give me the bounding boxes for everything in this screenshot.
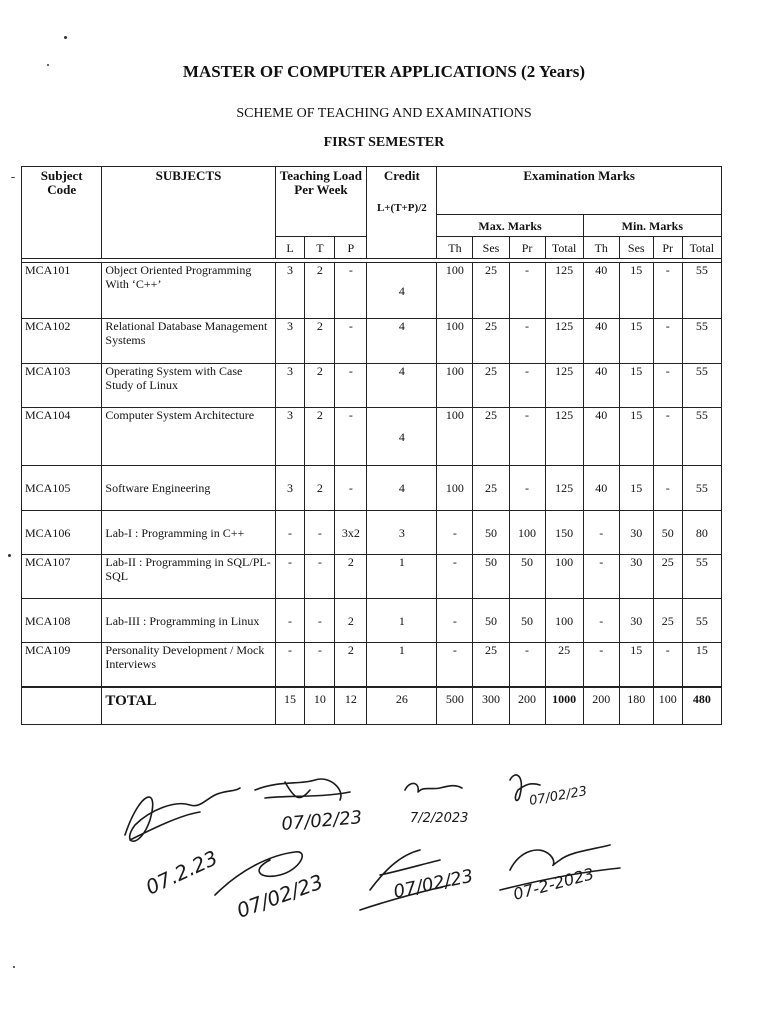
t-value: 2 bbox=[305, 408, 335, 466]
semester-heading: FIRST SEMESTER bbox=[323, 135, 445, 150]
table-row bbox=[22, 555, 722, 599]
max-pr-value: - bbox=[509, 263, 545, 319]
l-value: - bbox=[275, 643, 305, 687]
l-value: - bbox=[275, 599, 305, 643]
subject-code: MCA107 bbox=[22, 555, 102, 599]
t-value: 2 bbox=[305, 263, 335, 319]
max-th-header: Th bbox=[437, 237, 473, 259]
min-ses-value: 30 bbox=[619, 555, 653, 599]
min-th-value: 40 bbox=[583, 408, 619, 466]
t-value: - bbox=[305, 511, 335, 555]
table-row bbox=[22, 319, 722, 364]
subject-name: Lab-III : Programming in Linux bbox=[102, 599, 275, 643]
subject-name: Computer System Architecture bbox=[102, 408, 275, 466]
subject-code: MCA104 bbox=[22, 408, 102, 466]
min-pr-value: 25 bbox=[653, 599, 682, 643]
scheme-subtitle: SCHEME OF TEACHING AND EXAMINATIONS bbox=[236, 106, 532, 121]
max-pr-value: - bbox=[509, 643, 545, 687]
max-th-value: - bbox=[437, 555, 473, 599]
table-row bbox=[22, 364, 722, 408]
total-row bbox=[22, 687, 722, 725]
total-label: TOTAL bbox=[102, 687, 275, 725]
max-pr-value: 50 bbox=[509, 599, 545, 643]
min-total-value: 55 bbox=[682, 263, 721, 319]
max-ses-value: 25 bbox=[473, 263, 509, 319]
p-value: 2 bbox=[335, 643, 367, 687]
max-pr-value: - bbox=[509, 466, 545, 511]
max-marks-header: Max. Marks bbox=[437, 215, 583, 237]
l-value: 3 bbox=[275, 466, 305, 511]
credit-header bbox=[367, 167, 437, 259]
t-value: - bbox=[305, 643, 335, 687]
total-max-th: 500 bbox=[437, 687, 473, 725]
min-pr-value: 50 bbox=[653, 511, 682, 555]
total-min-ses: 180 bbox=[619, 687, 653, 725]
t-header: T bbox=[305, 237, 335, 259]
max-total-value: 125 bbox=[545, 263, 583, 319]
max-ses-value: 25 bbox=[473, 466, 509, 511]
table-row bbox=[22, 408, 722, 466]
l-value: 3 bbox=[275, 263, 305, 319]
credit-formula: L+(T+P)/2 bbox=[376, 202, 427, 214]
min-ses-value: 15 bbox=[619, 466, 653, 511]
signature-date-4: 07/02/23 bbox=[528, 784, 589, 809]
p-value: - bbox=[335, 364, 367, 408]
min-th-value: 40 bbox=[583, 466, 619, 511]
min-ses-value: 15 bbox=[619, 408, 653, 466]
p-value: 2 bbox=[335, 555, 367, 599]
max-th-value: 100 bbox=[437, 364, 473, 408]
scan-speck bbox=[11, 177, 15, 178]
p-header: P bbox=[335, 237, 367, 259]
min-th-value: - bbox=[583, 599, 619, 643]
subject-name: Software Engineering bbox=[102, 466, 275, 511]
subject-name: Lab-II : Programming in SQL/PL-SQL bbox=[102, 555, 275, 599]
max-total-value: 150 bbox=[545, 511, 583, 555]
max-th-value: - bbox=[437, 511, 473, 555]
min-th-value: 40 bbox=[583, 364, 619, 408]
signature-date-6: 07/02/23 bbox=[391, 865, 476, 903]
table-row bbox=[22, 263, 722, 319]
teaching-load-header: Teaching Load Per Week bbox=[275, 167, 367, 237]
subject-code-header: Subject Code bbox=[22, 167, 102, 259]
t-value: - bbox=[305, 555, 335, 599]
min-pr-value: - bbox=[653, 466, 682, 511]
min-pr-header: Pr bbox=[653, 237, 682, 259]
min-pr-value: - bbox=[653, 643, 682, 687]
subject-name: Lab-I : Programming in C++ bbox=[102, 511, 275, 555]
credit-value: 4 bbox=[367, 263, 437, 319]
table-row bbox=[22, 599, 722, 643]
t-value: 2 bbox=[305, 466, 335, 511]
max-pr-value: - bbox=[509, 319, 545, 364]
min-ses-value: 15 bbox=[619, 319, 653, 364]
signatures-area bbox=[0, 760, 768, 940]
min-ses-value: 30 bbox=[619, 511, 653, 555]
max-pr-value: - bbox=[509, 408, 545, 466]
min-pr-value: 25 bbox=[653, 555, 682, 599]
signature-date-1: 07.2.23 bbox=[141, 845, 222, 900]
max-th-value: 100 bbox=[437, 319, 473, 364]
p-value: 3x2 bbox=[335, 511, 367, 555]
max-ses-value: 50 bbox=[473, 555, 509, 599]
p-value: - bbox=[335, 408, 367, 466]
total-t: 10 bbox=[305, 687, 335, 725]
min-th-value: - bbox=[583, 643, 619, 687]
p-value: - bbox=[335, 466, 367, 511]
p-value: - bbox=[335, 263, 367, 319]
scheme-table bbox=[21, 166, 722, 725]
max-ses-header: Ses bbox=[473, 237, 509, 259]
p-value: - bbox=[335, 319, 367, 364]
max-th-value: 100 bbox=[437, 466, 473, 511]
min-total-value: 55 bbox=[682, 408, 721, 466]
max-total-value: 125 bbox=[545, 408, 583, 466]
min-total-value: 55 bbox=[682, 319, 721, 364]
l-header: L bbox=[275, 237, 305, 259]
signature-date-2: 07/02/23 bbox=[280, 807, 363, 835]
max-pr-value: - bbox=[509, 364, 545, 408]
subject-code: MCA103 bbox=[22, 364, 102, 408]
min-ses-value: 15 bbox=[619, 263, 653, 319]
min-pr-value: - bbox=[653, 364, 682, 408]
subject-name: Object Oriented Programming With ‘C++’ bbox=[102, 263, 275, 319]
table-row bbox=[22, 466, 722, 511]
max-ses-value: 25 bbox=[473, 319, 509, 364]
credit-value: 1 bbox=[367, 599, 437, 643]
min-ses-value: 15 bbox=[619, 643, 653, 687]
t-value: 2 bbox=[305, 319, 335, 364]
min-ses-value: 15 bbox=[619, 364, 653, 408]
max-pr-header: Pr bbox=[509, 237, 545, 259]
credit-value: 4 bbox=[367, 319, 437, 364]
total-max-total: 1000 bbox=[545, 687, 583, 725]
subject-code: MCA101 bbox=[22, 263, 102, 319]
l-value: 3 bbox=[275, 319, 305, 364]
max-total-value: 125 bbox=[545, 364, 583, 408]
credit-value: 4 bbox=[367, 364, 437, 408]
l-value: 3 bbox=[275, 408, 305, 466]
min-total-value: 55 bbox=[682, 466, 721, 511]
subject-code: MCA105 bbox=[22, 466, 102, 511]
max-ses-value: 25 bbox=[473, 364, 509, 408]
min-th-value: - bbox=[583, 555, 619, 599]
credit-value: 1 bbox=[367, 555, 437, 599]
credit-label: Credit bbox=[383, 168, 420, 183]
total-credit: 26 bbox=[367, 687, 437, 725]
t-value: - bbox=[305, 599, 335, 643]
l-value: - bbox=[275, 555, 305, 599]
l-value: - bbox=[275, 511, 305, 555]
min-ses-header: Ses bbox=[619, 237, 653, 259]
min-th-header: Th bbox=[583, 237, 619, 259]
l-value: 3 bbox=[275, 364, 305, 408]
scan-speck bbox=[47, 64, 49, 66]
total-l: 15 bbox=[275, 687, 305, 725]
total-min-total: 480 bbox=[682, 687, 721, 725]
total-code-cell bbox=[22, 687, 102, 725]
total-max-ses: 300 bbox=[473, 687, 509, 725]
t-value: 2 bbox=[305, 364, 335, 408]
min-pr-value: - bbox=[653, 263, 682, 319]
subject-code: MCA102 bbox=[22, 319, 102, 364]
credit-value: 4 bbox=[367, 466, 437, 511]
max-pr-value: 100 bbox=[509, 511, 545, 555]
min-total-header: Total bbox=[682, 237, 721, 259]
min-total-value: 55 bbox=[682, 599, 721, 643]
max-pr-value: 50 bbox=[509, 555, 545, 599]
min-pr-value: - bbox=[653, 319, 682, 364]
max-total-value: 125 bbox=[545, 466, 583, 511]
subject-code: MCA109 bbox=[22, 643, 102, 687]
credit-value: 4 bbox=[367, 408, 437, 466]
subjects-header: SUBJECTS bbox=[102, 167, 275, 259]
total-max-pr: 200 bbox=[509, 687, 545, 725]
min-th-value: 40 bbox=[583, 263, 619, 319]
min-pr-value: - bbox=[653, 408, 682, 466]
subject-name: Relational Database Management Systems bbox=[102, 319, 275, 364]
min-total-value: 80 bbox=[682, 511, 721, 555]
handwritten-signature bbox=[405, 783, 462, 792]
min-ses-value: 30 bbox=[619, 599, 653, 643]
credit-value: 1 bbox=[367, 643, 437, 687]
subject-code: MCA108 bbox=[22, 599, 102, 643]
p-value: 2 bbox=[335, 599, 367, 643]
signature-date-3: 7/2/2023 bbox=[410, 811, 469, 826]
min-th-value: - bbox=[583, 511, 619, 555]
max-total-value: 100 bbox=[545, 599, 583, 643]
signature-date-7: 07-2-2023 bbox=[511, 864, 597, 904]
total-min-th: 200 bbox=[583, 687, 619, 725]
scan-speck bbox=[64, 36, 67, 39]
page-title: MASTER OF COMPUTER APPLICATIONS (2 Years) bbox=[182, 62, 586, 81]
min-th-value: 40 bbox=[583, 319, 619, 364]
total-p: 12 bbox=[335, 687, 367, 725]
max-total-value: 25 bbox=[545, 643, 583, 687]
subject-code: MCA106 bbox=[22, 511, 102, 555]
min-total-value: 55 bbox=[682, 364, 721, 408]
max-ses-value: 25 bbox=[473, 643, 509, 687]
signature-date-5: 07/02/23 bbox=[233, 869, 327, 923]
min-total-value: 55 bbox=[682, 555, 721, 599]
max-th-value: 100 bbox=[437, 263, 473, 319]
scan-speck bbox=[8, 554, 11, 557]
subject-name: Personality Development / Mock Interviews bbox=[102, 643, 275, 687]
max-th-value: - bbox=[437, 599, 473, 643]
max-total-value: 125 bbox=[545, 319, 583, 364]
max-ses-value: 50 bbox=[473, 599, 509, 643]
scan-speck bbox=[13, 966, 15, 968]
min-total-value: 15 bbox=[682, 643, 721, 687]
credit-value: 3 bbox=[367, 511, 437, 555]
max-ses-value: 25 bbox=[473, 408, 509, 466]
subject-name: Operating System with Case Study of Linux bbox=[102, 364, 275, 408]
max-th-value: 100 bbox=[437, 408, 473, 466]
total-min-pr: 100 bbox=[653, 687, 682, 725]
max-ses-value: 50 bbox=[473, 511, 509, 555]
max-total-value: 100 bbox=[545, 555, 583, 599]
exam-marks-header: Examination Marks bbox=[437, 167, 722, 215]
table-row bbox=[22, 643, 722, 687]
max-total-header: Total bbox=[545, 237, 583, 259]
min-marks-header: Min. Marks bbox=[583, 215, 721, 237]
table-row bbox=[22, 511, 722, 555]
max-th-value: - bbox=[437, 643, 473, 687]
